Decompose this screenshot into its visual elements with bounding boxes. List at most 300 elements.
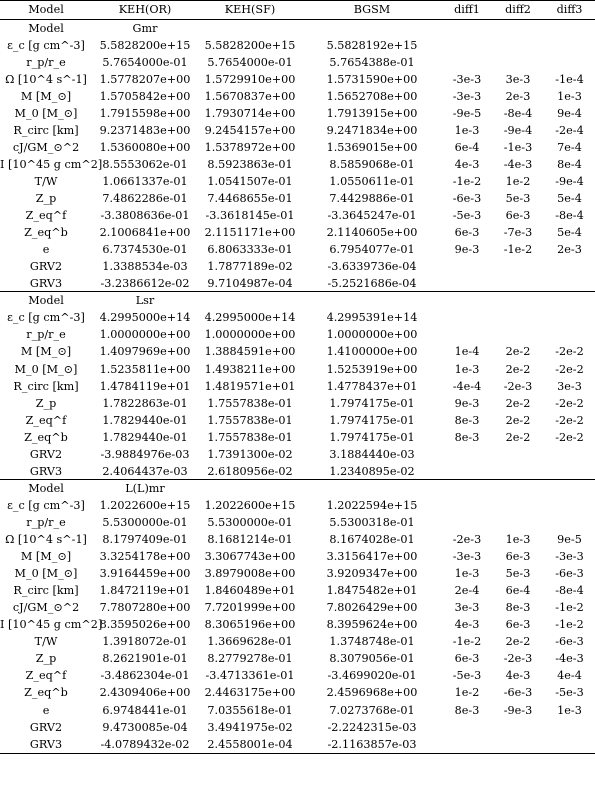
table-cell: -5e-3: [555, 686, 584, 700]
row-label: e: [42, 243, 50, 257]
column-header: KEH(OR): [118, 3, 172, 16]
table-cell: -6e-3: [555, 567, 584, 581]
row-label: GRV2: [29, 260, 63, 274]
row-label: M_0 [M_⊙]: [14, 567, 78, 581]
table-cell: [442, 309, 492, 327]
table-cell: [492, 37, 544, 55]
row-label: M_0 [M_⊙]: [14, 106, 78, 120]
table-cell: 1.4784119e+01: [99, 379, 191, 393]
table-row: [0, 412, 595, 430]
table-row: [0, 326, 595, 344]
table-row: [0, 309, 595, 327]
table-cell: [544, 54, 595, 72]
table-cell: [492, 514, 544, 532]
row-label: r_p/r_e: [26, 55, 66, 69]
table-cell: [492, 258, 544, 276]
table-row: [0, 548, 595, 566]
table-cell: 2e-3: [505, 89, 531, 103]
table-cell: 7.4429886e-01: [329, 192, 415, 205]
table-cell: 1e-3: [454, 567, 480, 581]
column-header: KEH(SF): [224, 3, 276, 16]
row-label: Z_eq^b: [24, 686, 68, 700]
section-label: Model: [28, 21, 64, 35]
table-cell: 5e-4: [557, 226, 582, 240]
table-cell: 1e-2: [505, 174, 531, 188]
table-cell: 9.2471834e+00: [326, 123, 418, 137]
table-row: [0, 207, 595, 225]
section-model-name: Gmr: [132, 21, 158, 35]
table-cell: 7.0273768e-01: [329, 703, 415, 717]
table-cell: -1e-3: [503, 140, 533, 154]
table-cell: 5e-4: [557, 192, 582, 205]
table-cell: 7e-4: [557, 140, 582, 154]
table-cell: 5.5828192e+15: [326, 38, 418, 52]
table-cell: 6e-3: [454, 226, 480, 240]
table-cell: -2e-2: [555, 345, 584, 359]
table-cell: 1.7913915e+00: [326, 106, 418, 120]
table-cell: -3e-3: [452, 89, 482, 103]
table-cell: -2e-3: [503, 652, 533, 666]
table-row: [0, 446, 595, 464]
table-cell: 1.8472119e+01: [99, 584, 191, 598]
row-label: Z_eq^b: [24, 226, 68, 240]
table-row: [0, 599, 595, 617]
row-label: ε_c [g cm^-3]: [7, 498, 85, 512]
row-label: r_p/r_e: [26, 328, 66, 342]
table-cell: -2e-2: [555, 430, 584, 444]
table-cell: -3e-3: [452, 72, 482, 86]
table-cell: 5.5300000e-01: [207, 515, 293, 529]
table-cell: 5.5828200e+15: [204, 38, 296, 52]
table-row: [0, 54, 595, 72]
table-cell: 6.7954077e-01: [329, 243, 415, 257]
table-cell: 5.5300318e-01: [329, 515, 415, 529]
table-cell: 1.4819571e+01: [204, 379, 296, 393]
table-cell: 5.7654000e-01: [102, 55, 188, 69]
table-cell: 1.7974175e-01: [329, 396, 415, 410]
table-row: [0, 173, 595, 191]
table-cell: 8.3959624e+00: [326, 618, 418, 632]
table-cell: 1.5369015e+00: [326, 140, 418, 154]
table-cell: 6e-3: [505, 618, 531, 632]
table-cell: -3.3808636e-01: [100, 209, 190, 223]
table-cell: 9.4730085e-04: [102, 720, 188, 734]
table-row: [0, 633, 595, 651]
row-label: e: [42, 703, 50, 717]
table-cell: -4e-4: [452, 379, 482, 393]
table-row: [0, 667, 595, 685]
table-cell: -2e-3: [503, 379, 533, 393]
table-cell: 1.7822863e-01: [102, 396, 188, 410]
table-cell: 1.2022594e+15: [326, 498, 418, 512]
table-cell: 9.7104987e-04: [207, 277, 293, 291]
table-cell: 9.2371483e+00: [99, 123, 191, 137]
table-cell: -2e-2: [555, 413, 584, 427]
table-cell: 1.7877189e-02: [207, 260, 293, 274]
table-cell: 1.2340895e-02: [329, 464, 415, 478]
table-cell: 1.0000000e+00: [204, 328, 296, 342]
table-cell: -2e-2: [555, 396, 584, 410]
table-cell: 4.2995000e+14: [99, 311, 191, 325]
row-label: GRV3: [29, 737, 63, 751]
table-cell: 2.4463175e+00: [204, 686, 296, 700]
table-cell: 4e-4: [557, 669, 582, 683]
table-cell: 1.2022600e+15: [204, 498, 296, 512]
table-cell: -3e-3: [452, 550, 482, 564]
table-cell: 3.9164459e+00: [99, 567, 191, 581]
table-cell: 9e-3: [454, 396, 480, 410]
table-row: [0, 429, 595, 447]
table-cell: 8e-3: [505, 601, 531, 615]
table-row: [0, 378, 595, 396]
table-cell: 3e-3: [454, 601, 480, 615]
table-cell: -1e-2: [555, 618, 584, 632]
table-cell: -1e-4: [555, 72, 584, 86]
table-cell: [442, 719, 492, 737]
table-cell: 6.7374530e-01: [102, 243, 188, 257]
table-cell: 4e-3: [454, 157, 480, 171]
table-cell: -3.6339736e-04: [327, 260, 417, 274]
table-row: [0, 565, 595, 583]
column-header: Model: [28, 3, 64, 16]
table-cell: 8.2621901e-01: [102, 652, 188, 666]
table-cell: [544, 719, 595, 737]
table-cell: 1.3918072e-01: [102, 635, 188, 649]
table-cell: -5e-3: [452, 209, 482, 223]
table-cell: 6.9748441e-01: [102, 703, 188, 717]
table-cell: 3e-3: [505, 72, 531, 86]
table-cell: [544, 258, 595, 276]
table-cell: 1.7557838e-01: [207, 396, 293, 410]
table-cell: 1.7829440e-01: [102, 430, 188, 444]
table-cell: [492, 497, 544, 515]
table-cell: 5e-3: [505, 192, 531, 205]
table-cell: [442, 514, 492, 532]
table-cell: 8.1674028e-01: [329, 533, 415, 546]
column-header: BGSM: [353, 3, 391, 16]
table-row: [0, 361, 595, 379]
table-cell: 1.0550611e-01: [329, 174, 415, 188]
table-row: [0, 343, 595, 361]
section-model-name: Lsr: [135, 294, 155, 308]
table-cell: 3.3156417e+00: [326, 550, 418, 564]
table-row: [0, 122, 595, 140]
column-header: diff1: [454, 3, 480, 16]
row-label: Z_eq^b: [24, 430, 68, 444]
table-cell: 2.1151171e+00: [204, 226, 296, 240]
table-cell: 7.7807280e+00: [99, 601, 191, 615]
row-label: Z_p: [35, 192, 57, 205]
table-cell: 1.4938211e+00: [204, 362, 296, 376]
table-cell: -2.2242315e-03: [327, 720, 417, 734]
table-cell: 1.5778207e+00: [99, 72, 191, 86]
table-row: [0, 650, 595, 668]
table-cell: -3.4713361e-01: [205, 669, 295, 683]
table-cell: [442, 54, 492, 72]
table-cell: -3.9884976e-03: [100, 447, 190, 461]
table-cell: -8e-4: [555, 209, 584, 223]
table-cell: [544, 37, 595, 55]
table-cell: -4e-3: [555, 652, 584, 666]
table-cell: 8e-4: [557, 157, 582, 171]
table-cell: [544, 446, 595, 464]
table-cell: 9.2454157e+00: [204, 123, 296, 137]
table-cell: 1.7557838e-01: [207, 430, 293, 444]
table-cell: 1.3748748e-01: [329, 635, 415, 649]
table-cell: 4.2995391e+14: [326, 311, 418, 325]
table-cell: 2e-2: [505, 413, 531, 427]
table-cell: [442, 37, 492, 55]
table-cell: 2.4558001e-04: [207, 737, 293, 751]
table-cell: 3.8979008e+00: [204, 567, 296, 581]
table-cell: -8e-4: [555, 584, 584, 598]
table-cell: 6e-4: [505, 584, 531, 598]
row-label: Z_eq^f: [25, 669, 67, 683]
row-label: Ω [10^4 s^-1]: [5, 533, 87, 546]
table-cell: 8.1681214e-01: [207, 533, 293, 546]
table-cell: -3.3618145e-01: [205, 209, 295, 223]
table-cell: 6e-3: [505, 209, 531, 223]
table-cell: 8e-3: [454, 703, 480, 717]
row-label: Ω [10^4 s^-1]: [5, 72, 87, 86]
table-cell: -8e-4: [503, 106, 533, 120]
table-row: [0, 241, 595, 259]
table-cell: 8.3079056e-01: [329, 652, 415, 666]
table-cell: 8.2779278e-01: [207, 652, 293, 666]
row-label: GRV2: [29, 447, 63, 461]
table-cell: -6e-3: [503, 686, 533, 700]
table-cell: 2e-2: [505, 345, 531, 359]
table-cell: [442, 446, 492, 464]
row-label: ε_c [g cm^-3]: [7, 311, 85, 325]
table-cell: 8.5553062e-01: [102, 157, 188, 171]
table-row: [0, 514, 595, 532]
row-label: M [M_⊙]: [20, 89, 72, 103]
table-cell: 1.7557838e-01: [207, 413, 293, 427]
row-label: T/W: [34, 635, 58, 649]
table-cell: 1.7915598e+00: [99, 106, 191, 120]
table-cell: 3.9209347e+00: [326, 567, 418, 581]
table-cell: 7.4862286e-01: [102, 192, 188, 205]
table-cell: -6e-3: [452, 192, 482, 205]
row-label: R_circ [km]: [13, 379, 79, 393]
table-cell: 1.2022600e+15: [99, 498, 191, 512]
table-cell: 7.8026429e+00: [326, 601, 418, 615]
table-cell: 8.3065196e+00: [204, 618, 296, 632]
table-cell: 2e-2: [505, 396, 531, 410]
table-cell: 9e-4: [557, 106, 582, 120]
table-cell: 1e-4: [454, 345, 480, 359]
table-row: [0, 224, 595, 242]
table-row: [0, 702, 595, 720]
table-row: [0, 497, 595, 515]
table-cell: [544, 309, 595, 327]
table-cell: -9e-4: [503, 123, 533, 137]
table-cell: 7.7201999e+00: [204, 601, 296, 615]
table-cell: [492, 309, 544, 327]
table-cell: -2e-2: [555, 362, 584, 376]
column-header: diff3: [556, 3, 583, 16]
table-row: [0, 105, 595, 123]
table-cell: 9e-3: [454, 243, 480, 257]
section-label: Model: [28, 294, 64, 308]
column-header-row: [0, 1, 595, 19]
table-cell: 1.5705842e+00: [99, 89, 191, 103]
table-cell: 1.5729910e+00: [204, 72, 296, 86]
section-model-name: L(L)mr: [125, 481, 165, 495]
table-cell: 3.3254178e+00: [99, 550, 191, 564]
section-header-row: [0, 20, 595, 38]
table-cell: 1.7974175e-01: [329, 430, 415, 444]
table-cell: [442, 258, 492, 276]
row-label: R_circ [km]: [13, 584, 79, 598]
table-cell: 1.8475482e+01: [326, 584, 418, 598]
table-cell: 1e-3: [454, 362, 480, 376]
table-cell: 8e-3: [454, 430, 480, 444]
table-cell: 1.5670837e+00: [204, 89, 296, 103]
row-label: Z_eq^f: [25, 209, 67, 223]
table-cell: -9e-5: [452, 106, 482, 120]
table-cell: 8.5923863e-01: [207, 157, 293, 171]
table-cell: -1e-2: [555, 601, 584, 615]
table-cell: -3.3645247e-01: [327, 209, 417, 223]
table-cell: -2e-4: [555, 123, 584, 137]
row-label: M_0 [M_⊙]: [14, 362, 78, 376]
table-cell: 1.7974175e-01: [329, 413, 415, 427]
table-cell: 1.3669628e-01: [207, 635, 293, 649]
table-cell: -5.2521686e-04: [327, 277, 417, 291]
table-cell: -9e-3: [503, 703, 533, 717]
table-cell: 5.7654000e-01: [207, 55, 293, 69]
table-cell: 8.3595026e+00: [99, 618, 191, 632]
row-label: cJ/GM_⊙^2: [12, 140, 80, 154]
table-cell: 1.4100000e+00: [326, 345, 418, 359]
table-row: [0, 719, 595, 737]
table-cell: 2e-3: [557, 243, 582, 257]
table-cell: 8.5859068e-01: [329, 157, 415, 171]
table-cell: 5.7654388e-01: [329, 55, 415, 69]
section-label: Model: [28, 481, 64, 495]
table-cell: -4e-3: [503, 157, 533, 171]
table-cell: 1.7391300e-02: [207, 447, 293, 461]
table-row: [0, 684, 595, 702]
table-cell: 3.1884440e-03: [329, 447, 415, 461]
table-cell: 1.7829440e-01: [102, 413, 188, 427]
table-cell: [544, 326, 595, 344]
table-row: [0, 531, 595, 549]
table-row: [0, 156, 595, 174]
table-row: [0, 139, 595, 157]
table-cell: [544, 514, 595, 532]
table-cell: 1e-3: [557, 703, 582, 717]
section-header-row: [0, 480, 595, 498]
table-cell: -6e-3: [555, 635, 584, 649]
table-cell: 8e-3: [454, 413, 480, 427]
table-cell: 1.4778437e+01: [326, 379, 418, 393]
table-cell: 1.5253919e+00: [326, 362, 418, 376]
table-cell: 1.7930714e+00: [204, 106, 296, 120]
row-label: Z_p: [35, 652, 57, 666]
table-row: [0, 88, 595, 106]
table-cell: 6e-3: [505, 550, 531, 564]
table-cell: -1e-2: [503, 243, 533, 257]
table-cell: 2.1140605e+00: [326, 226, 418, 240]
table-cell: [442, 497, 492, 515]
column-header: diff2: [505, 3, 531, 16]
table-cell: 6e-4: [454, 140, 480, 154]
table-row: [0, 37, 595, 55]
table-cell: 1.8460489e+01: [204, 584, 296, 598]
table-cell: 8.1797409e-01: [102, 533, 188, 546]
table-cell: 3.3067743e+00: [204, 550, 296, 564]
row-label: ε_c [g cm^-3]: [7, 38, 85, 52]
table-cell: 5.5828200e+15: [99, 38, 191, 52]
table-cell: [442, 736, 492, 754]
table-cell: 1.5378972e+00: [204, 140, 296, 154]
table-cell: 2e-4: [454, 584, 480, 598]
table-cell: 1.4097969e+00: [99, 345, 191, 359]
table-cell: [492, 326, 544, 344]
table-cell: 1e-2: [454, 686, 480, 700]
table-cell: -1e-2: [452, 174, 482, 188]
row-label: I [10^45 g cm^2]: [0, 157, 103, 171]
table-cell: 1.0000000e+00: [99, 328, 191, 342]
table-row: [0, 258, 595, 276]
table-row: [0, 190, 595, 208]
table-cell: 1.0541507e-01: [207, 174, 293, 188]
bottom-rule: [0, 753, 595, 754]
table-cell: -3e-3: [555, 550, 584, 564]
row-label: r_p/r_e: [26, 515, 66, 529]
table-cell: -4.0789432e-02: [100, 737, 190, 751]
table-cell: 1e-3: [557, 89, 582, 103]
table-cell: 7.4468655e-01: [207, 192, 293, 205]
table-cell: [492, 719, 544, 737]
table-cell: 2.4064437e-03: [102, 464, 188, 478]
table-cell: [544, 497, 595, 515]
table-cell: 2.6180956e-02: [207, 464, 293, 478]
row-label: M [M_⊙]: [20, 345, 72, 359]
table-cell: 1.5652708e+00: [326, 89, 418, 103]
table-row: [0, 736, 595, 754]
table-cell: [544, 736, 595, 754]
table-cell: 5.5300000e-01: [102, 515, 188, 529]
table-cell: 1.0661337e-01: [102, 174, 188, 188]
table-cell: 2.4596968e+00: [326, 686, 418, 700]
table-cell: 1.3884591e+00: [204, 345, 296, 359]
row-label: I [10^45 g cm^2]: [0, 618, 103, 632]
table-cell: -3.2386612e-02: [100, 277, 190, 291]
table-cell: 3.4941975e-02: [207, 720, 293, 734]
table-cell: -5e-3: [452, 669, 482, 683]
table-cell: 4e-3: [505, 669, 531, 683]
table-cell: -9e-4: [555, 174, 584, 188]
table-cell: 1e-3: [505, 533, 531, 546]
table-cell: [492, 736, 544, 754]
table-cell: 2e-2: [505, 362, 531, 376]
table-cell: 1.5235811e+00: [99, 362, 191, 376]
table-cell: 1.5360080e+00: [99, 140, 191, 154]
table-cell: [442, 326, 492, 344]
table-cell: 2.1006841e+00: [99, 226, 191, 240]
row-label: R_circ [km]: [13, 123, 79, 137]
table-cell: 3e-3: [557, 379, 582, 393]
table-cell: [492, 446, 544, 464]
table-row: [0, 582, 595, 600]
table-cell: 5e-3: [505, 567, 531, 581]
row-label: GRV3: [29, 464, 63, 478]
row-label: Z_eq^f: [25, 413, 67, 427]
